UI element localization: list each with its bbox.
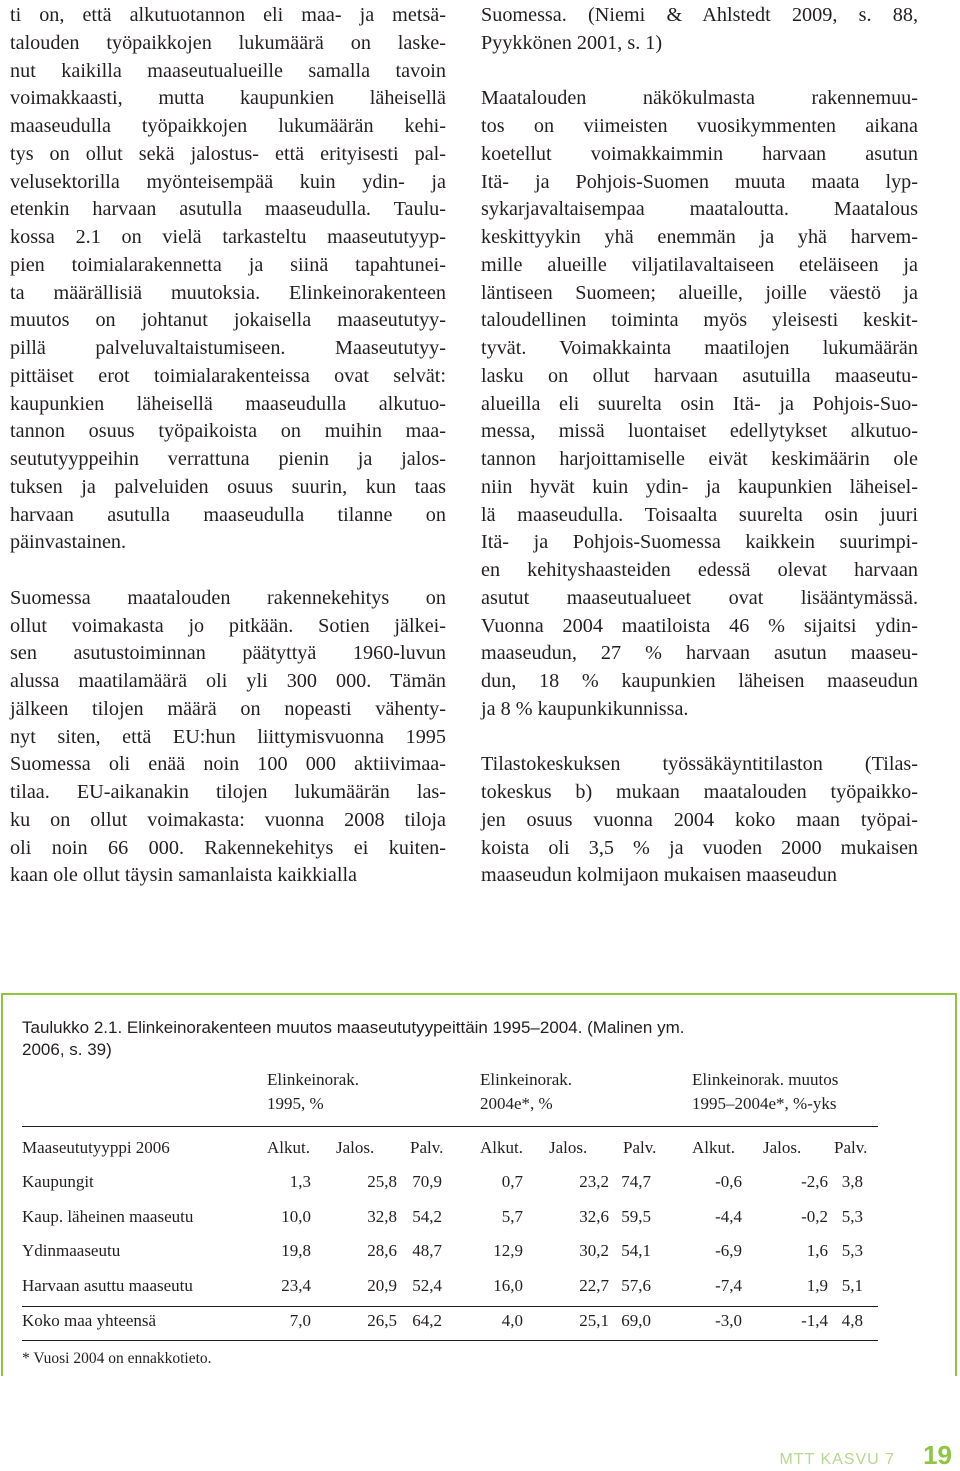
text-line: tos on viimeisten vuosikymmenten aikana: [481, 115, 918, 137]
table-caption: [22, 1017, 922, 1061]
page-footer: [779, 1440, 952, 1471]
group-header-line: Elinkeinorak.: [267, 1070, 360, 1089]
row-header-label: Maaseututyyppi 2006: [22, 1138, 170, 1157]
text-line: Tilastokeskuksen työssäkäyntitilaston (Tilas-: [481, 753, 918, 776]
table-cell: 20,9: [367, 1276, 397, 1295]
group-header-1995: [267, 1068, 359, 1116]
group-header-line: 1995, %: [267, 1094, 324, 1113]
group-header-line: 1995–2004e*, %-yks: [692, 1094, 837, 1113]
column-subheader: Palv.: [623, 1138, 657, 1157]
text-line: Suomessa oli enää noin 100 000 aktiivimaa-: [10, 753, 446, 776]
text-line: messa, missä luontaiset edellytykset alkutuo-: [481, 420, 918, 443]
text-line: sykarjavaltaisempaa maataloutta. Maatalous: [481, 198, 918, 221]
text-line: niin hyvät kuin ydin- ja kaupunkien läheisel-: [481, 475, 918, 498]
text-line: jälkeen tilojen määrä on nopeasti vähenty-: [10, 697, 446, 720]
table-cell: 25,8: [367, 1172, 397, 1191]
group-header-2004: [480, 1068, 572, 1116]
total-cell: 25,1: [579, 1311, 609, 1330]
text-line: ja 8 % kaupunkikunnissa.: [481, 697, 689, 720]
table-cell: 23,2: [579, 1172, 609, 1191]
text-line: jen osuus vuonna 2004 koko maan työpai-: [481, 808, 918, 831]
table-cell: 30,2: [579, 1241, 609, 1260]
text-line: pillä palveluvaltaistumiseen. Maaseututyy-: [10, 337, 446, 359]
table-cell: 57,6: [621, 1276, 651, 1295]
table-footnote: * Vuosi 2004 on ennakkotieto.: [22, 1350, 212, 1367]
text-line: ta määrällisiä muutoksia. Elinkeinorakenteen: [10, 281, 446, 304]
table-cell: 16,0: [493, 1276, 523, 1295]
row-label: Harvaan asuttu maaseutu: [22, 1276, 193, 1295]
text-line: kaupunkien läheisellä maaseudulla alkutuo-: [10, 392, 446, 415]
column-subheader: Jalos.: [763, 1138, 802, 1157]
text-line: tannon harjoittamiselle eivät keskimäärin ole: [481, 448, 918, 470]
table-cell: 5,3: [841, 1207, 863, 1226]
table-cell: 70,9: [412, 1172, 442, 1191]
right-paragraph-2: [481, 85, 918, 723]
text-line: maaseudun, 27 % harvaan asutun maaseu-: [481, 642, 918, 665]
text-line: talouden työpaikkojen lukumäärä on laske-: [10, 31, 446, 54]
column-subheader: Alkut.: [692, 1138, 735, 1157]
text-line: alussa maatilamäärä oli yli 300 000. Tämän: [10, 670, 446, 692]
table-cell: -0,2: [801, 1207, 828, 1226]
table-cell: 19,8: [281, 1241, 311, 1260]
text-line: Itä- ja Pohjois-Suomen muuta maata lyp-: [481, 170, 918, 193]
table-cell: 28,6: [367, 1241, 397, 1260]
text-line: alueilla eli suurelta osin Itä- ja Pohjois-Suo-: [481, 392, 918, 415]
text-line: maaseudulla työpaikkojen lukumäärän kehi-: [10, 115, 446, 137]
text-line: maaseudun kolmijaon mukaisen maaseudun: [481, 864, 838, 887]
total-row-label: Koko maa yhteensä: [22, 1311, 157, 1330]
text-line: tannon osuus työpaikoista on muihin maa-: [10, 420, 446, 443]
text-line: ti on, että alkutuotannon eli maa- ja metsä-: [10, 4, 446, 26]
column-subheader: Jalos.: [549, 1138, 588, 1157]
text-line: tilaa. EU-aikanakin tilojen lukumäärän las-: [10, 781, 446, 803]
bottom-rule: [22, 1340, 878, 1341]
table-cell: -4,4: [715, 1207, 742, 1226]
table-cell: 3,8: [841, 1172, 863, 1191]
total-cell: 69,0: [621, 1311, 651, 1330]
total-cell: -1,4: [801, 1311, 828, 1330]
text-line: Suomessa. (Niemi & Ahlstedt 2009, s. 88,: [481, 4, 918, 26]
text-line: harvaan asutulla maaseudulla tilanne on: [10, 503, 446, 526]
table-cell: 5,3: [841, 1241, 863, 1260]
total-cell: 64,2: [412, 1311, 442, 1330]
text-line: sen asutustoiminnan päätyttyä 1960-luvun: [10, 642, 446, 665]
group-header-line: 2004e*, %: [480, 1094, 553, 1113]
column-subheader: Palv.: [834, 1138, 868, 1157]
text-line: seututyyppeihin verrattuna pienin ja jalos-: [10, 448, 446, 470]
table-cell: 12,9: [493, 1241, 523, 1260]
text-line: Pyykkönen 2001, s. 1): [481, 31, 663, 54]
table-cell: 1,3: [289, 1172, 311, 1191]
table-cell: 22,7: [579, 1276, 609, 1295]
total-cell: 4,0: [501, 1311, 523, 1330]
text-line: asutut maaseutualueet ovat lisääntymässä.: [481, 586, 918, 609]
text-line: mille alueille viljatilavaltaiseen eteläiseen ja: [481, 253, 918, 276]
table-cell: -0,6: [715, 1172, 742, 1191]
table-caption-line-2: 2006, s. 39): [22, 1040, 112, 1059]
text-line: velusektorilla myönteisempää kuin ydin- ja: [10, 170, 446, 193]
text-line: pien toimialarakennetta ja siinä tapahtunei-: [10, 253, 446, 276]
row-label: Kaup. läheinen maaseutu: [22, 1207, 194, 1226]
right-text-column: [481, 2, 918, 890]
publication-brand: MTT KASVU 7: [779, 1451, 896, 1468]
table-cell: 0,7: [501, 1172, 523, 1191]
table-cell: 59,5: [621, 1207, 651, 1226]
column-subheader: Alkut.: [267, 1138, 310, 1157]
table-caption-line-1: Taulukko 2.1. Elinkeinorakenteen muutos maaseututyypeittäin 1995–2004. (Malinen ym.: [22, 1018, 685, 1037]
table-cell: 32,8: [367, 1207, 397, 1226]
column-subheader: Alkut.: [480, 1138, 523, 1157]
text-line: läntiseen Suomeen; alueille, joille väestö ja: [481, 281, 918, 304]
row-label: Kaupungit: [22, 1172, 94, 1191]
text-line: tyvät. Voimakkainta maatilojen lukumäärän: [481, 337, 918, 359]
text-line: voimakkaasti, mutta kaupunkien läheisellä: [10, 87, 446, 110]
table-cell: -2,6: [801, 1172, 828, 1191]
text-line: kossa 2.1 on vielä tarkasteltu maaseututyyp-: [10, 226, 446, 248]
group-header-line: Elinkeinorak. muutos: [692, 1070, 839, 1089]
text-line: koista oli 3,5 % ja vuoden 2000 mukaisen: [481, 836, 918, 859]
text-line: tokeskus b) mukaan maatalouden työpaikko-: [481, 781, 918, 803]
total-cell: -3,0: [715, 1311, 742, 1330]
table-cell: 52,4: [412, 1276, 442, 1295]
text-line: nut kaikilla maaseutualueille samalla tavoin: [10, 59, 446, 82]
table-cell: 1,6: [806, 1241, 828, 1260]
text-line: lasku on ollut harvaan asutuilla maaseutu-: [481, 364, 918, 387]
text-line: etenkin harvaan asutulla maaseudulla. Taulu-: [10, 198, 446, 221]
text-line: keskittyykin yhä enemmän ja yhä harvem-: [481, 226, 918, 248]
text-line: Vuonna 2004 maatiloista 46 % sijaitsi ydin-: [481, 614, 918, 637]
text-line: Suomessa maatalouden rakennekehitys on: [10, 586, 446, 609]
table-cell: 48,7: [412, 1241, 442, 1260]
text-line: nyt siten, että EU:hun liittymisvuonna 1995: [10, 725, 446, 748]
page-number: 19: [923, 1440, 952, 1470]
table-cell: 1,9: [806, 1276, 828, 1295]
text-line: dun, 18 % kaupunkien läheisen maaseudun: [481, 670, 918, 692]
text-line: Maatalouden näkökulmasta rakennemuu-: [481, 87, 918, 110]
text-line: päinvastainen.: [10, 531, 127, 554]
text-line: kaan ole ollut täysin samanlaista kaikkialla: [10, 864, 358, 887]
text-line: ku on ollut voimakasta: vuonna 2008 tiloja: [10, 808, 446, 831]
text-line: lä maaseudulla. Toisaalta suurelta osin juuri: [481, 503, 918, 526]
text-line: pittäiset erot toimialarakenteissa ovat selvät:: [10, 364, 446, 387]
table-cell: -6,9: [715, 1241, 742, 1260]
table-cell: 32,6: [579, 1207, 609, 1226]
text-line: tys on ollut sekä jalostus- että erityisesti pal-: [10, 142, 446, 165]
left-paragraph-1: [10, 2, 446, 557]
row-label: Ydinmaaseutu: [22, 1241, 121, 1260]
column-subheader: Palv.: [410, 1138, 444, 1157]
header-rule: [22, 1126, 878, 1127]
left-paragraph-2: [10, 585, 446, 890]
group-header-line: Elinkeinorak.: [480, 1070, 573, 1089]
text-line: ollut voimakasta jo pitkään. Sotien jälkei-: [10, 614, 446, 637]
text-line: Itä- ja Pohjois-Suomessa kaikkein suurimpi-: [481, 531, 918, 554]
table-cell: 5,7: [501, 1207, 523, 1226]
text-line: muutos on johtanut jokaisella maaseututyy-: [10, 309, 446, 332]
total-cell: 4,8: [841, 1311, 863, 1330]
column-subheader: Jalos.: [336, 1138, 375, 1157]
text-line: taloudellinen toiminta myös yleisesti keskit-: [481, 309, 918, 332]
total-cell: 7,0: [289, 1311, 311, 1330]
table-cell: 10,0: [281, 1207, 311, 1226]
table-cell: 23,4: [281, 1276, 311, 1295]
right-paragraph-3: [481, 751, 918, 890]
text-line: tuksen ja palveluiden osuus suurin, kun taas: [10, 475, 446, 498]
text-line: en kehityshaasteiden edessä olevat harvaan: [481, 559, 918, 581]
text-line: oli noin 66 000. Rakennekehitys ei kuiten-: [10, 836, 446, 859]
left-text-column: [10, 2, 446, 890]
right-paragraph-1: [481, 2, 918, 58]
total-cell: 26,5: [367, 1311, 397, 1330]
table-cell: 54,2: [412, 1207, 442, 1226]
text-line: koetellut voimakkaimmin harvaan asutun: [481, 142, 918, 165]
total-rule: [22, 1306, 878, 1307]
group-header-change: [692, 1068, 838, 1116]
table-cell: 5,1: [841, 1276, 863, 1295]
table-cell: 54,1: [621, 1241, 651, 1260]
table-cell: 74,7: [621, 1172, 651, 1191]
table-cell: -7,4: [715, 1276, 742, 1295]
